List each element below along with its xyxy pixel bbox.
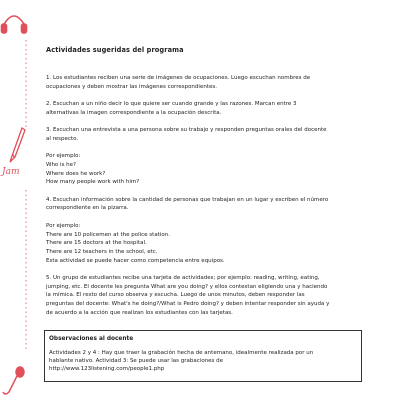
example-block-2 bbox=[46, 222, 360, 266]
text-line: There are 15 doctors at the hospital. bbox=[46, 240, 147, 247]
page-title: Actividades sugeridas del programa bbox=[46, 46, 184, 54]
text-line: preguntas del docente: What's he doing?/What is Pedro doing? y deben intentar responder sin ayuda y bbox=[46, 301, 330, 308]
margin-strip bbox=[0, 0, 30, 400]
text-line: 2. Escuchan a un niño decir lo que quiere ser cuando grande y las razones. Marcan entre 3 bbox=[46, 101, 297, 108]
text-line: al respecto. bbox=[46, 135, 79, 142]
text-line: 4. Escuchan información sobre la cantidad de personas que trabajan en un lugar y escriben el número bbox=[46, 196, 329, 203]
text-line: ocupaciones y deben mostrar las imágenes correspondientes. bbox=[46, 83, 217, 90]
text-line: Esta actividad se puede hacer como competencia entre equipos. bbox=[46, 257, 225, 264]
paragraph-3 bbox=[46, 126, 360, 143]
microphone-icon bbox=[3, 367, 24, 394]
text-line: de acuerdo a la acción que realizan los estudiantes con las tarjetas. bbox=[46, 309, 233, 316]
pencil-icon bbox=[10, 128, 25, 162]
headphones-icon bbox=[2, 16, 27, 33]
resource-link[interactable]: http://www.123listening.com/people1.php bbox=[49, 366, 165, 372]
activities-list bbox=[46, 74, 360, 318]
text-line: Por ejemplo: bbox=[46, 153, 81, 160]
paragraph-2 bbox=[46, 100, 360, 117]
text-line: There are 10 policemen at the police station. bbox=[46, 231, 170, 238]
pencil-label: Jam bbox=[2, 167, 20, 177]
margin-decoration bbox=[0, 0, 30, 400]
text-line: correspondiente en la pizarra. bbox=[46, 205, 129, 212]
paragraph-5 bbox=[46, 274, 360, 318]
text-line: 1. Los estudiantes reciben una serie de imágenes de ocupaciones. Luego escuchan nombres de bbox=[46, 75, 311, 81]
text-line: hablante nativo. Actividad 3: Se puede usar las grabaciones de bbox=[49, 358, 224, 364]
text-line: Por ejemplo: bbox=[46, 222, 81, 229]
text-line: alternativas la imagen correspondiente a la ocupación descrita. bbox=[46, 109, 222, 116]
paragraph-4 bbox=[46, 196, 360, 213]
text-line: la mímica. El resto del curso observa y escucha. Luego de unos minutos, deben responder las bbox=[46, 292, 305, 299]
text-line: Who is he? bbox=[46, 161, 76, 168]
text-line: Actividades 2 y 4 : Hay que traer la grabación hecha de antemano, idealmente realizada por un bbox=[49, 350, 314, 356]
text-line: 5. Un grupo de estudiantes recibe una tarjeta de actividades; por ejemplo: reading, writing, eating, bbox=[46, 275, 320, 282]
paragraph-1 bbox=[46, 74, 360, 91]
text-line: There are 12 teachers in the school, etc. bbox=[46, 248, 158, 255]
teacher-notes-text bbox=[49, 349, 357, 373]
text-line: 3. Escuchan una entrevista a una persona sobre su trabajo y responden preguntas orales del docente bbox=[46, 127, 327, 134]
text-line: Where does he work? bbox=[46, 170, 106, 177]
text-line: How many people work with him? bbox=[46, 179, 140, 186]
activities-section bbox=[46, 46, 360, 326]
example-block-1 bbox=[46, 152, 360, 187]
teacher-notes-box bbox=[44, 330, 362, 382]
teacher-notes-title: Observaciones al docente bbox=[49, 336, 134, 342]
text-line: jumping, etc. El docente les pregunta What are you doing? y ellos contestan eligiendo una y haciendo bbox=[46, 283, 328, 290]
